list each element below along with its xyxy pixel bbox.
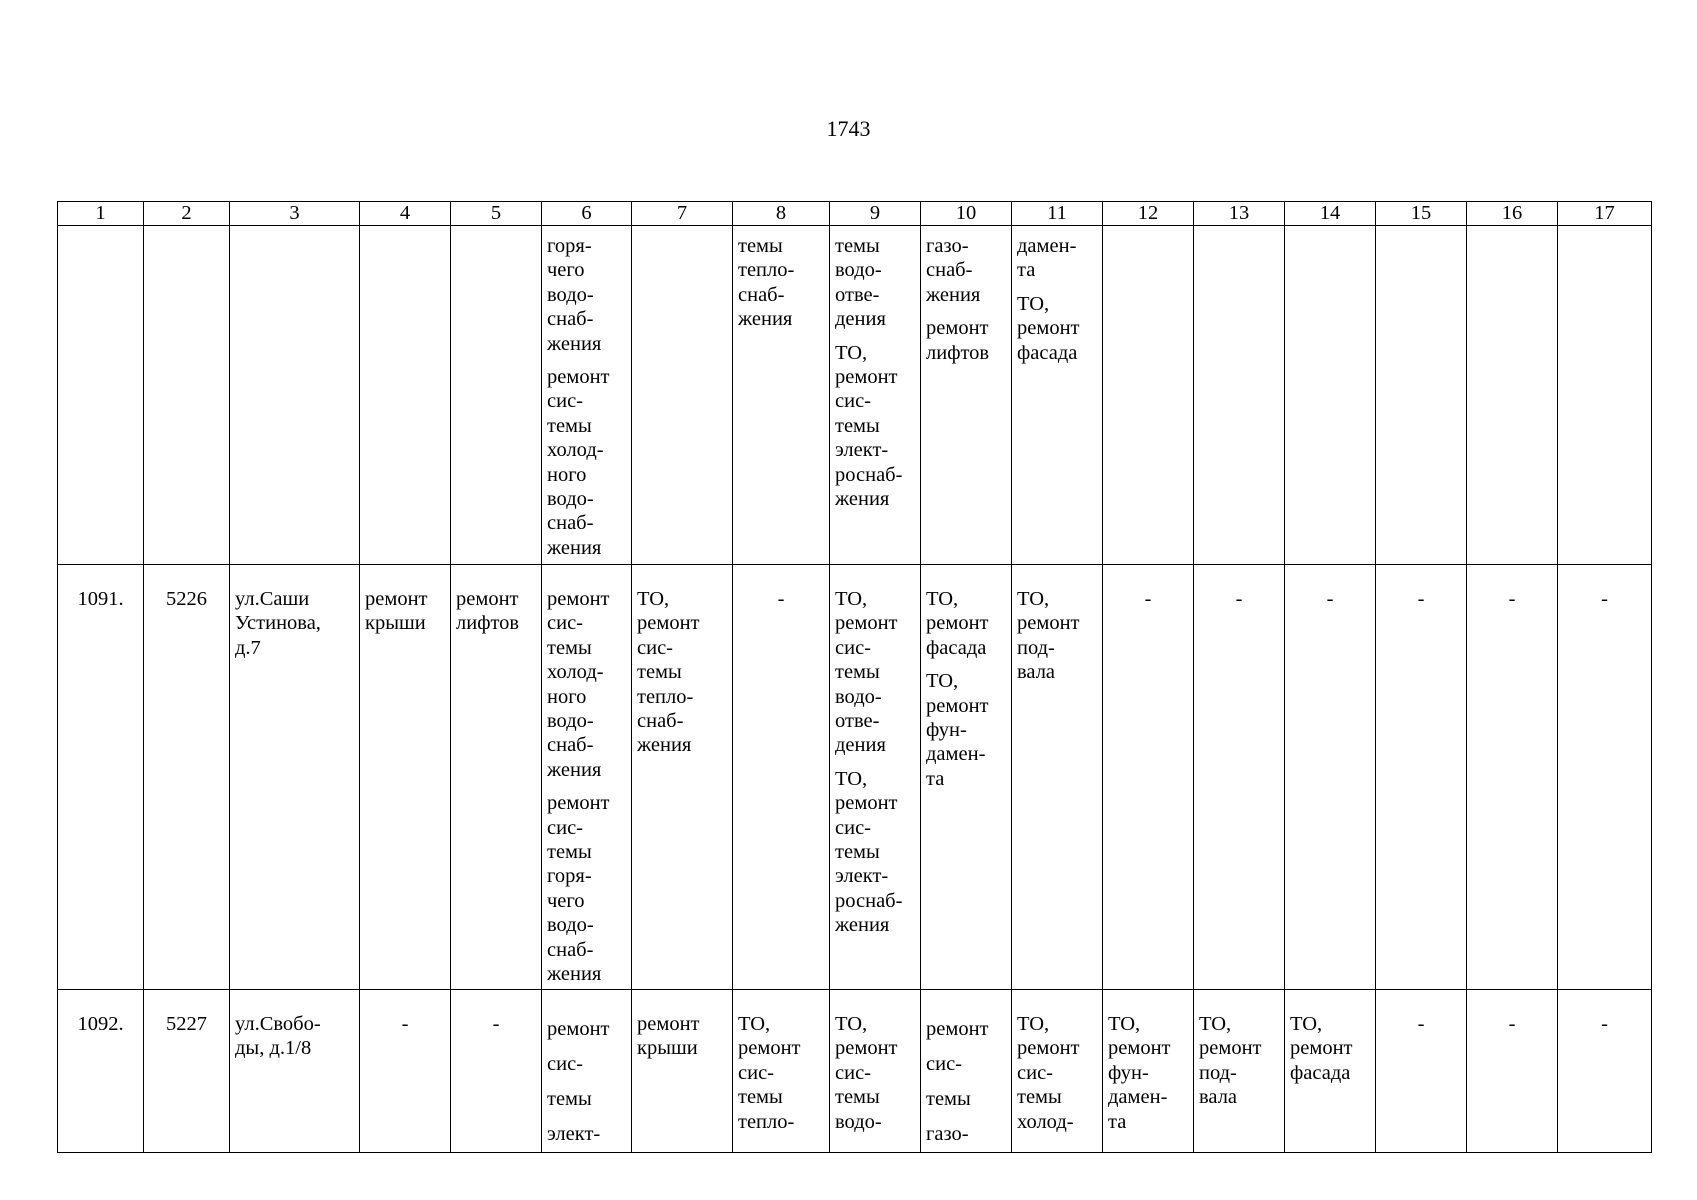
building-code: 5226 [166,588,207,610]
table-cell [1194,990,1285,1153]
address-cell [230,990,360,1153]
table-cell [1376,565,1467,990]
table-cell [921,226,1012,565]
table-cell [360,990,451,1153]
table-cell [1558,565,1652,990]
table-cell [1285,226,1376,565]
row-number-cell [58,990,144,1153]
work-item: ТО, ремонт сис- темы тепло- [738,1013,801,1133]
table-cell [144,226,230,565]
table-cell [360,565,451,990]
work-item: ремонт лифтов [456,588,520,635]
table-cell [921,565,1012,990]
table-cell [542,226,632,565]
work-item: ТО, ремонт сис- темы водо- отве- дения [835,588,898,757]
work-item: ТО, ремонт под- вала [1199,1013,1262,1109]
table-cell [58,226,144,565]
column-number: 8 [733,202,830,226]
table-cell [1467,565,1558,990]
work-item: темы тепло- снаб- жения [738,235,795,331]
table-cell [360,226,451,565]
empty-dash: - [1235,588,1243,610]
table-cell [733,990,830,1153]
table-cell [542,565,632,990]
building-code-cell [144,565,230,990]
table-row-1092 [58,990,1652,1153]
work-item: ремонт сис- темы газо- [926,1018,989,1145]
empty-dash: - [1326,588,1334,610]
table-cell [1103,990,1194,1153]
address-cell [230,565,360,990]
work-item: ТО, ремонт сис- темы тепло- снаб- жения [637,588,700,757]
column-number: 4 [360,202,451,226]
column-number: 11 [1012,202,1103,226]
work-item: ремонт сис- темы холод- ного водо- снаб- жения [547,588,610,781]
column-number: 1 [58,202,144,226]
address: ул.Свобо- ды, д.1/8 [235,1013,321,1060]
row-number: 1091. [77,588,124,610]
empty-dash: - [1601,588,1608,610]
work-item: ТО, ремонт сис- темы элект- роснаб- жения [835,767,903,937]
empty-dash: - [1144,588,1152,610]
work-item: ТО, ремонт фун- дамен- та [1108,1013,1171,1133]
work-item: ТО, ремонт фасада [1017,292,1080,364]
table-cell [632,226,733,565]
building-code: 5227 [166,1013,207,1035]
table-cell [451,226,542,565]
column-number: 10 [921,202,1012,226]
column-number: 14 [1285,202,1376,226]
table-cell [1558,226,1652,565]
empty-dash: - [1417,588,1425,610]
table-cell [1285,990,1376,1153]
table-row-continuation [58,226,1652,565]
work-item: ТО, ремонт фасада [926,588,989,659]
empty-dash: - [1508,1013,1516,1035]
work-item: ТО, ремонт фасада [1290,1013,1353,1084]
building-code-cell [144,990,230,1153]
work-item: ТО, ремонт сис- темы элект- роснаб- жения [835,341,903,511]
table-row-1091 [58,565,1652,990]
empty-dash: - [777,588,785,610]
empty-dash: - [1601,1013,1608,1035]
table-cell [632,565,733,990]
table-cell [1376,226,1467,565]
work-item: ТО, ремонт под- вала [1017,588,1080,684]
work-item: ремонт сис- темы холод- ного водо- снаб- жения [547,366,610,559]
table-cell [1558,990,1652,1153]
column-number: 13 [1194,202,1285,226]
table-cell [830,565,921,990]
page-number: 1743 [826,116,871,141]
work-item: ремонт сис- темы элект- [547,1018,610,1145]
table-cell [1194,226,1285,565]
row-number-cell [58,565,144,990]
column-number: 16 [1467,202,1558,226]
work-item: ремонт лифтов [926,317,990,364]
column-number-header-row [58,202,1652,226]
table-cell [1376,990,1467,1153]
column-number: 12 [1103,202,1194,226]
table-cell [542,990,632,1153]
work-item: ремонт крыши [637,1013,700,1060]
empty-dash: - [1417,1013,1425,1035]
table-cell [1467,990,1558,1153]
work-item: ТО, ремонт сис- темы холод- [1017,1013,1080,1133]
table-cell [451,565,542,990]
table-cell [733,226,830,565]
empty-dash: - [401,1013,409,1035]
table-cell [451,990,542,1153]
table-cell [1012,565,1103,990]
table-cell [1012,990,1103,1153]
table-cell [1194,565,1285,990]
column-number: 6 [542,202,632,226]
work-item: ТО, ремонт фун- дамен- та [926,670,989,790]
column-number: 17 [1558,202,1652,226]
column-number: 5 [451,202,542,226]
table-cell [1467,226,1558,565]
table-cell [1012,226,1103,565]
table-cell [830,990,921,1153]
empty-dash: - [1508,588,1516,610]
table-cell [921,990,1012,1153]
table-cell [1103,565,1194,990]
table-cell [1285,565,1376,990]
address: ул.Саши Устинова, д.7 [235,588,321,659]
table-cell [230,226,360,565]
column-number: 9 [830,202,921,226]
table-cell [632,990,733,1153]
column-number: 3 [230,202,360,226]
work-item: ТО, ремонт сис- темы водо- [835,1013,898,1133]
table-cell [830,226,921,565]
work-item: ремонт крыши [365,588,428,635]
repair-schedule-table [57,201,1652,1153]
work-item: горя- чего водо- снаб- жения [547,235,602,355]
row-number: 1092. [77,1013,124,1035]
column-number: 7 [632,202,733,226]
table-cell [1103,226,1194,565]
work-item: темы водо- отве- дения [835,235,886,331]
column-number: 2 [144,202,230,226]
work-item: дамен- та [1017,235,1077,282]
work-item: газо- снаб- жения [926,235,981,306]
column-number: 15 [1376,202,1467,226]
table-cell [733,565,830,990]
work-item: ремонт сис- темы горя- чего водо- снаб- жения [547,792,610,986]
empty-dash: - [492,1013,500,1035]
